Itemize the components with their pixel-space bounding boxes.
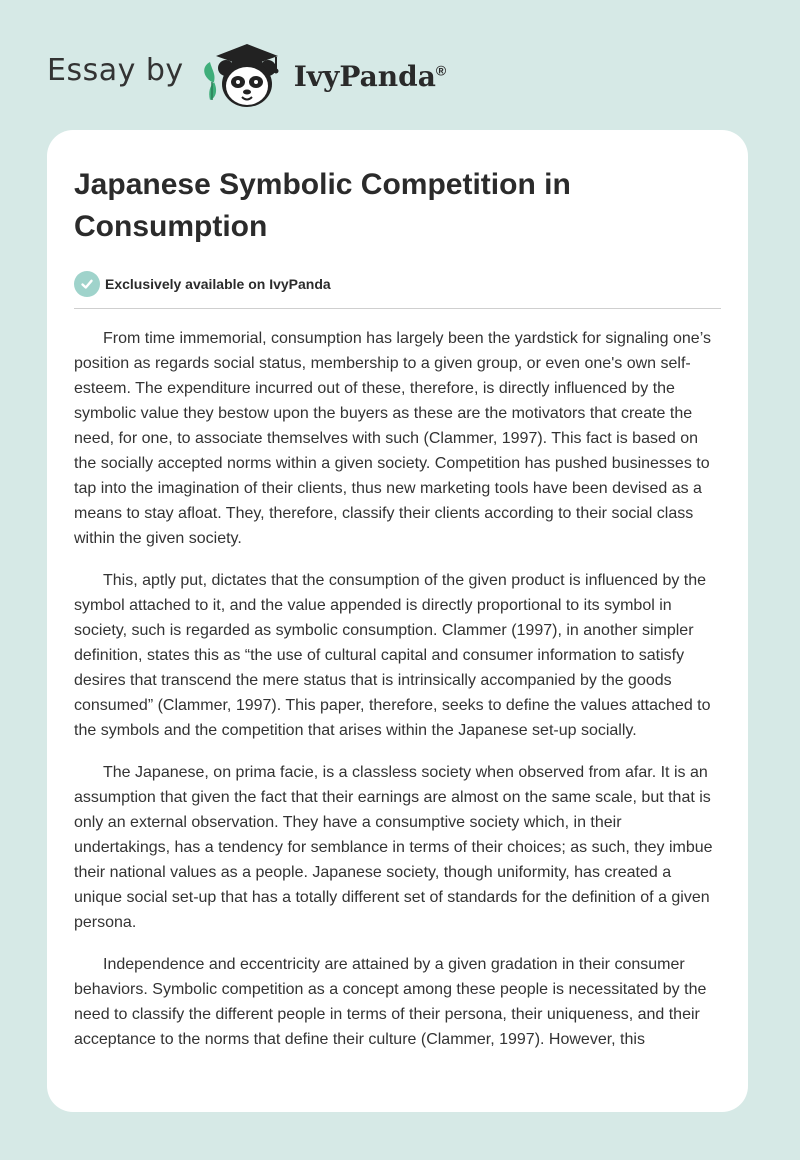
article-body <box>74 326 721 1052</box>
divider <box>74 308 721 309</box>
essay-by-label: Essay by <box>47 52 184 88</box>
check-icon <box>74 271 100 297</box>
site-header <box>47 34 446 114</box>
exclusive-badge <box>74 270 721 298</box>
paragraph: This, aptly put, dictates that the consumption of the given product is influenced by the symbol attached to it, and the value appended is directly proportional to its symbol in society, such is regarded as symbolic consumption. Clammer (1997), in another simpler definition, states this as “the use of cultural capital and consumer information to satisfy desires that transcend the mere status that is intrinsically accompanied by the goods consumed” (Clammer, 1997). This paper, therefore, seeks to define the values attached to the symbols and the competition that arises within the Japanese set-up socially. <box>74 572 711 739</box>
brand-name[interactable]: IvyPanda® <box>293 59 447 93</box>
article-title: Japanese Symbolic Competition in Consumption <box>74 168 571 243</box>
paragraph: From time immemorial, consumption has largely been the yardstick for signaling one’s position as regards social status, membership to a given group, or even one's own self-esteem. The expenditure incurred out of these, therefore, is directly influenced by the symbolic value they bestow upon the buyers as these are the motivators that create the need, for one, to associate themselves with such (Clammer, 1997). This fact is based on the socially accepted norms within a given society. Competition has pushed businesses to tap into the imagination of their clients, thus new marketing tools have been devised as a means to stay afloat. They, therefore, classify their clients according to their social class within the given society. <box>74 330 711 547</box>
panda-graduate-icon[interactable] <box>198 36 290 112</box>
badge-text: Exclusively available on IvyPanda <box>105 276 331 292</box>
paragraph: Independence and eccentricity are attained by a given gradation in their consumer behaviors. Symbolic competition as a concept among these people is necessitated by the need to classify the different people in terms of their persona, their uniqueness, and their acceptance to the norms that define their culture (Clammer, 1997). However, this <box>74 956 707 1048</box>
essay-card <box>47 130 748 1112</box>
paragraph: The Japanese, on prima facie, is a classless society when observed from afar. It is an assumption that given the fact that their earnings are almost on the same scale, but that is only an external observation. They have a consumptive society which, in their undertakings, has a tendency for semblance in terms of their choices; as such, they imbue their national values as a people. Japanese society, though uniformity, has created a unique social set-up that has a totally different set of standards for the definition of a given persona. <box>74 764 713 931</box>
registered-mark: ® <box>435 62 447 79</box>
